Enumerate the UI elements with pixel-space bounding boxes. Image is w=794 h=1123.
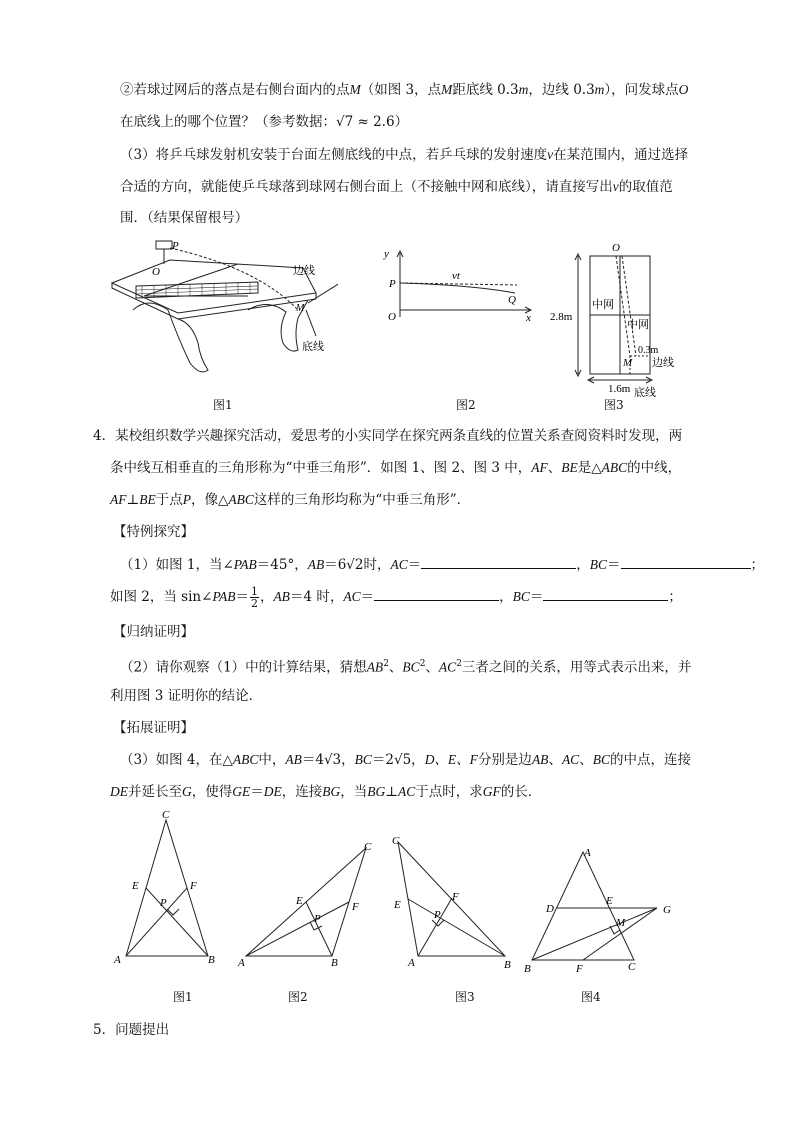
text: ， — [259, 589, 274, 605]
text: 问题提出 — [115, 1022, 170, 1038]
q3-part3-line3 — [120, 208, 248, 228]
numerator: 1 — [250, 585, 258, 598]
var-DE: DE — [263, 784, 282, 799]
svg-text:A: A — [238, 957, 245, 969]
text: ＝4 时， — [289, 589, 344, 605]
question-number: 5． — [93, 1022, 116, 1038]
var-AC: AC — [390, 557, 408, 572]
text: （如图 3，点 — [360, 82, 442, 98]
text: 的中点，连接 — [609, 752, 691, 768]
svg-text:F: F — [576, 963, 583, 974]
text: 中， — [258, 752, 286, 768]
var-BG: BG — [367, 784, 386, 799]
text: 并延长至 — [128, 784, 182, 800]
text: 在某范围内，通过选择 — [553, 147, 689, 163]
var-AC: AC — [438, 659, 457, 675]
q4-fig4-caption: 图4 — [581, 990, 601, 1004]
heading-extension-proof: 【拓展证明】 — [113, 720, 194, 736]
text: 、 — [425, 659, 439, 676]
text: 这样的三角形均称为“中垂三角形”． — [253, 492, 471, 508]
var-AF: AF — [531, 460, 548, 475]
q3-part2-line2 — [120, 112, 408, 132]
var-v: v — [612, 179, 619, 194]
q4-fig3-caption: 图3 — [455, 990, 475, 1004]
text: 的中线， — [627, 460, 682, 476]
label-O: O — [388, 311, 396, 323]
text: ， — [576, 557, 590, 573]
var-BC: BC — [592, 752, 610, 767]
text: 的长． — [500, 784, 542, 800]
text: ＝ — [607, 557, 621, 573]
var-PAB: PAB — [212, 589, 236, 604]
fig1-caption: 图1 — [213, 398, 233, 412]
q4-s6 — [110, 782, 541, 802]
text: （1）如图 1，当∠ — [120, 557, 234, 573]
var-BC: BC — [354, 752, 372, 767]
text: 三者之间的关系，用等式表示出来，并 — [461, 659, 692, 676]
text: ＝ — [235, 589, 249, 605]
q4-figure2-triangle — [234, 838, 379, 973]
var-M: M — [441, 82, 453, 97]
label-base: 底线 — [634, 387, 656, 398]
text: ＝6√2时， — [324, 557, 391, 573]
svg-text:B: B — [524, 963, 531, 974]
var-ABC: ABC — [601, 460, 628, 475]
label-d: 0.3m — [638, 345, 659, 356]
sqrt7: √7 ≈ 2.6 — [336, 114, 395, 130]
answer-blank[interactable] — [421, 554, 576, 569]
svg-text:F: F — [352, 901, 359, 913]
text: （3）如图 4，在△ — [120, 752, 233, 768]
q4-s2 — [110, 586, 682, 609]
svg-text:F: F — [190, 880, 197, 892]
text: ⊥ — [385, 784, 398, 800]
text: 如图 2，当 sin∠ — [110, 589, 213, 605]
var-PAB: PAB — [233, 557, 257, 572]
text: ＝45°， — [256, 557, 308, 573]
var-DE: DE — [110, 784, 128, 799]
heading-induction-proof: 【归纳证明】 — [113, 624, 194, 640]
text: 围．（结果保留根号） — [120, 210, 249, 226]
q4-figure4-triangle — [524, 842, 689, 974]
label-M: M — [623, 357, 633, 369]
var-AF: AF — [110, 492, 127, 507]
q4-s4: 利用图 3 证明你的结论． — [110, 688, 263, 704]
q4-fig2-caption: 图2 — [288, 990, 308, 1004]
label-net1: 中网 — [592, 299, 614, 311]
text: 、 — [579, 752, 593, 768]
svg-text:E: E — [606, 895, 613, 907]
text: 分别是边 — [477, 752, 532, 768]
text: （2）请你观察（1）中的计算结果，猜想 — [120, 659, 367, 676]
heading-special-case: 【特例探究】 — [113, 524, 194, 540]
text: （3）将乒乓球发射机安装于台面左侧底线的中点，若乒乓球的发射速度 — [120, 147, 548, 163]
label-y: y — [384, 248, 389, 260]
label-base: 底线 — [302, 341, 324, 353]
q4-s5 — [120, 750, 691, 770]
text: ），问发球点 — [604, 82, 679, 98]
svg-text:B: B — [331, 957, 338, 969]
exp: 2 — [383, 659, 389, 669]
exp: 2 — [419, 659, 426, 669]
svg-text:A: A — [408, 957, 415, 969]
svg-text:A: A — [114, 954, 121, 966]
text: ，连接 — [281, 784, 323, 800]
text: ，使得 — [191, 784, 233, 800]
var-BC: BC — [402, 659, 420, 675]
svg-text:E: E — [296, 895, 303, 907]
q3-part2-line1 — [120, 80, 688, 100]
var-P: P — [182, 492, 191, 507]
var-v: v — [547, 147, 554, 162]
label-length: 2.8m — [550, 311, 573, 323]
q3-figure3-table-top-view — [548, 238, 688, 398]
q4-s1 — [120, 554, 764, 575]
svg-text:F: F — [452, 891, 459, 903]
text: ＝2√5， — [371, 752, 425, 768]
label-P: P — [389, 278, 396, 290]
label-side: 边线 — [293, 265, 315, 277]
text: 距底线 0.3 — [452, 82, 519, 98]
answer-blank[interactable] — [543, 586, 668, 601]
var-AC: AC — [561, 752, 580, 767]
svg-text:C: C — [392, 835, 400, 847]
var-AC: AC — [343, 589, 361, 604]
text: 时，求 — [442, 784, 483, 800]
text: 、 — [547, 460, 562, 476]
label-net2: 中网 — [627, 319, 649, 331]
label-width: 1.6m — [608, 383, 631, 395]
var-AB: AB — [366, 659, 384, 675]
exp: 2 — [456, 659, 462, 669]
label-O: O — [612, 242, 620, 254]
svg-text:P: P — [434, 909, 441, 921]
var-AB: AB — [273, 589, 290, 604]
svg-text:D: D — [546, 903, 554, 915]
text: ⊥ — [126, 492, 140, 508]
svg-text:M: M — [616, 917, 626, 929]
var-ABC: ABC — [232, 752, 259, 767]
var-m: m — [594, 82, 605, 97]
var-BE: BE — [561, 460, 578, 475]
var-M: M — [349, 82, 361, 97]
text: ； — [750, 557, 765, 573]
label-vt: vt — [452, 270, 460, 282]
q3-part3-line2 — [120, 177, 673, 197]
label-O: O — [152, 266, 160, 278]
svg-text:C: C — [162, 809, 170, 821]
var-m: m — [518, 82, 529, 97]
text: ＝ — [250, 784, 264, 800]
answer-blank[interactable] — [374, 586, 499, 601]
svg-text:E: E — [132, 880, 139, 892]
text: ②若球过网后的落点是右侧台面内的点 — [120, 82, 350, 98]
var-AC: AC — [397, 784, 416, 799]
text: ，当 — [340, 784, 368, 800]
text: 在底线上的哪个位置？（参考数据： — [120, 114, 336, 130]
q3-figure1-pingpong-table — [108, 238, 338, 388]
denominator: 2 — [250, 597, 258, 610]
var-ABC: ABC — [228, 492, 254, 507]
svg-text:G: G — [663, 904, 671, 916]
var-BG: BG — [322, 784, 341, 799]
text: 合适的方向，就能使乒乓球落到球网右侧台面上（不接触中网和底线），请直接写出 — [120, 179, 613, 195]
text: 某校组织数学兴趣探究活动，爱思考的小实同学在探究两条直线的位置关系查阅资料时发现，两 — [115, 428, 683, 444]
text: ＝ — [360, 589, 375, 605]
text: ， — [499, 589, 513, 605]
fraction-one-half — [250, 586, 259, 609]
svg-text:C: C — [364, 841, 372, 853]
q3-part3-line1 — [120, 145, 688, 165]
text: ，边线 0.3 — [528, 82, 595, 98]
text: ； — [668, 589, 682, 605]
fig3-caption: 图3 — [604, 398, 624, 412]
var-BC: BC — [589, 557, 608, 572]
label-side: 边线 — [652, 357, 674, 369]
svg-text:E: E — [394, 899, 401, 911]
text: 于点 — [415, 784, 443, 800]
text: 于点 — [155, 492, 183, 508]
question-number: 4． — [93, 428, 116, 444]
q5-heading — [93, 1020, 169, 1040]
q4-s3 — [120, 654, 691, 678]
text: ） — [394, 114, 409, 130]
answer-blank[interactable] — [621, 554, 751, 569]
svg-text:B: B — [504, 959, 511, 971]
var-DEF: D、E、F — [424, 752, 478, 767]
q4-figure3-triangle — [390, 832, 520, 974]
var-O: O — [678, 82, 689, 97]
text: ＝4√3， — [301, 752, 355, 768]
text: 、 — [388, 659, 403, 676]
text: 、 — [548, 752, 562, 768]
text: 的取值范 — [618, 179, 673, 195]
svg-text:P: P — [314, 913, 321, 925]
q4-line2 — [110, 458, 681, 478]
svg-text:C: C — [628, 961, 636, 973]
text: 条中线互相垂直的三角形称为“中垂三角形”．如图 1、图 2、图 3 中， — [110, 460, 532, 476]
var-AB: AB — [307, 557, 325, 572]
var-AB: AB — [531, 752, 549, 767]
var-BC: BC — [512, 589, 530, 604]
text: 是△ — [577, 460, 602, 476]
label-M: M — [296, 303, 305, 314]
label-P: P — [172, 240, 179, 252]
q4-fig1-caption: 图1 — [173, 990, 193, 1004]
var-GF: GF — [482, 784, 501, 799]
text: ＝ — [529, 589, 544, 605]
label-x: x — [526, 312, 531, 324]
label-Q: Q — [508, 294, 516, 306]
text: ＝ — [407, 557, 422, 573]
q4-figure1-triangle — [108, 808, 228, 973]
var-BE: BE — [139, 492, 156, 507]
fig2-caption: 图2 — [456, 398, 476, 412]
svg-text:A: A — [584, 847, 591, 859]
svg-text:B: B — [208, 954, 215, 966]
var-G: G — [182, 784, 192, 799]
q3-figure2-trajectory — [382, 245, 542, 325]
var-GE: GE — [232, 784, 251, 799]
q4-line3 — [110, 490, 470, 510]
svg-text:P: P — [160, 897, 167, 909]
text: ，像△ — [190, 492, 229, 508]
q4-line1 — [93, 426, 682, 446]
var-AB: AB — [285, 752, 302, 767]
